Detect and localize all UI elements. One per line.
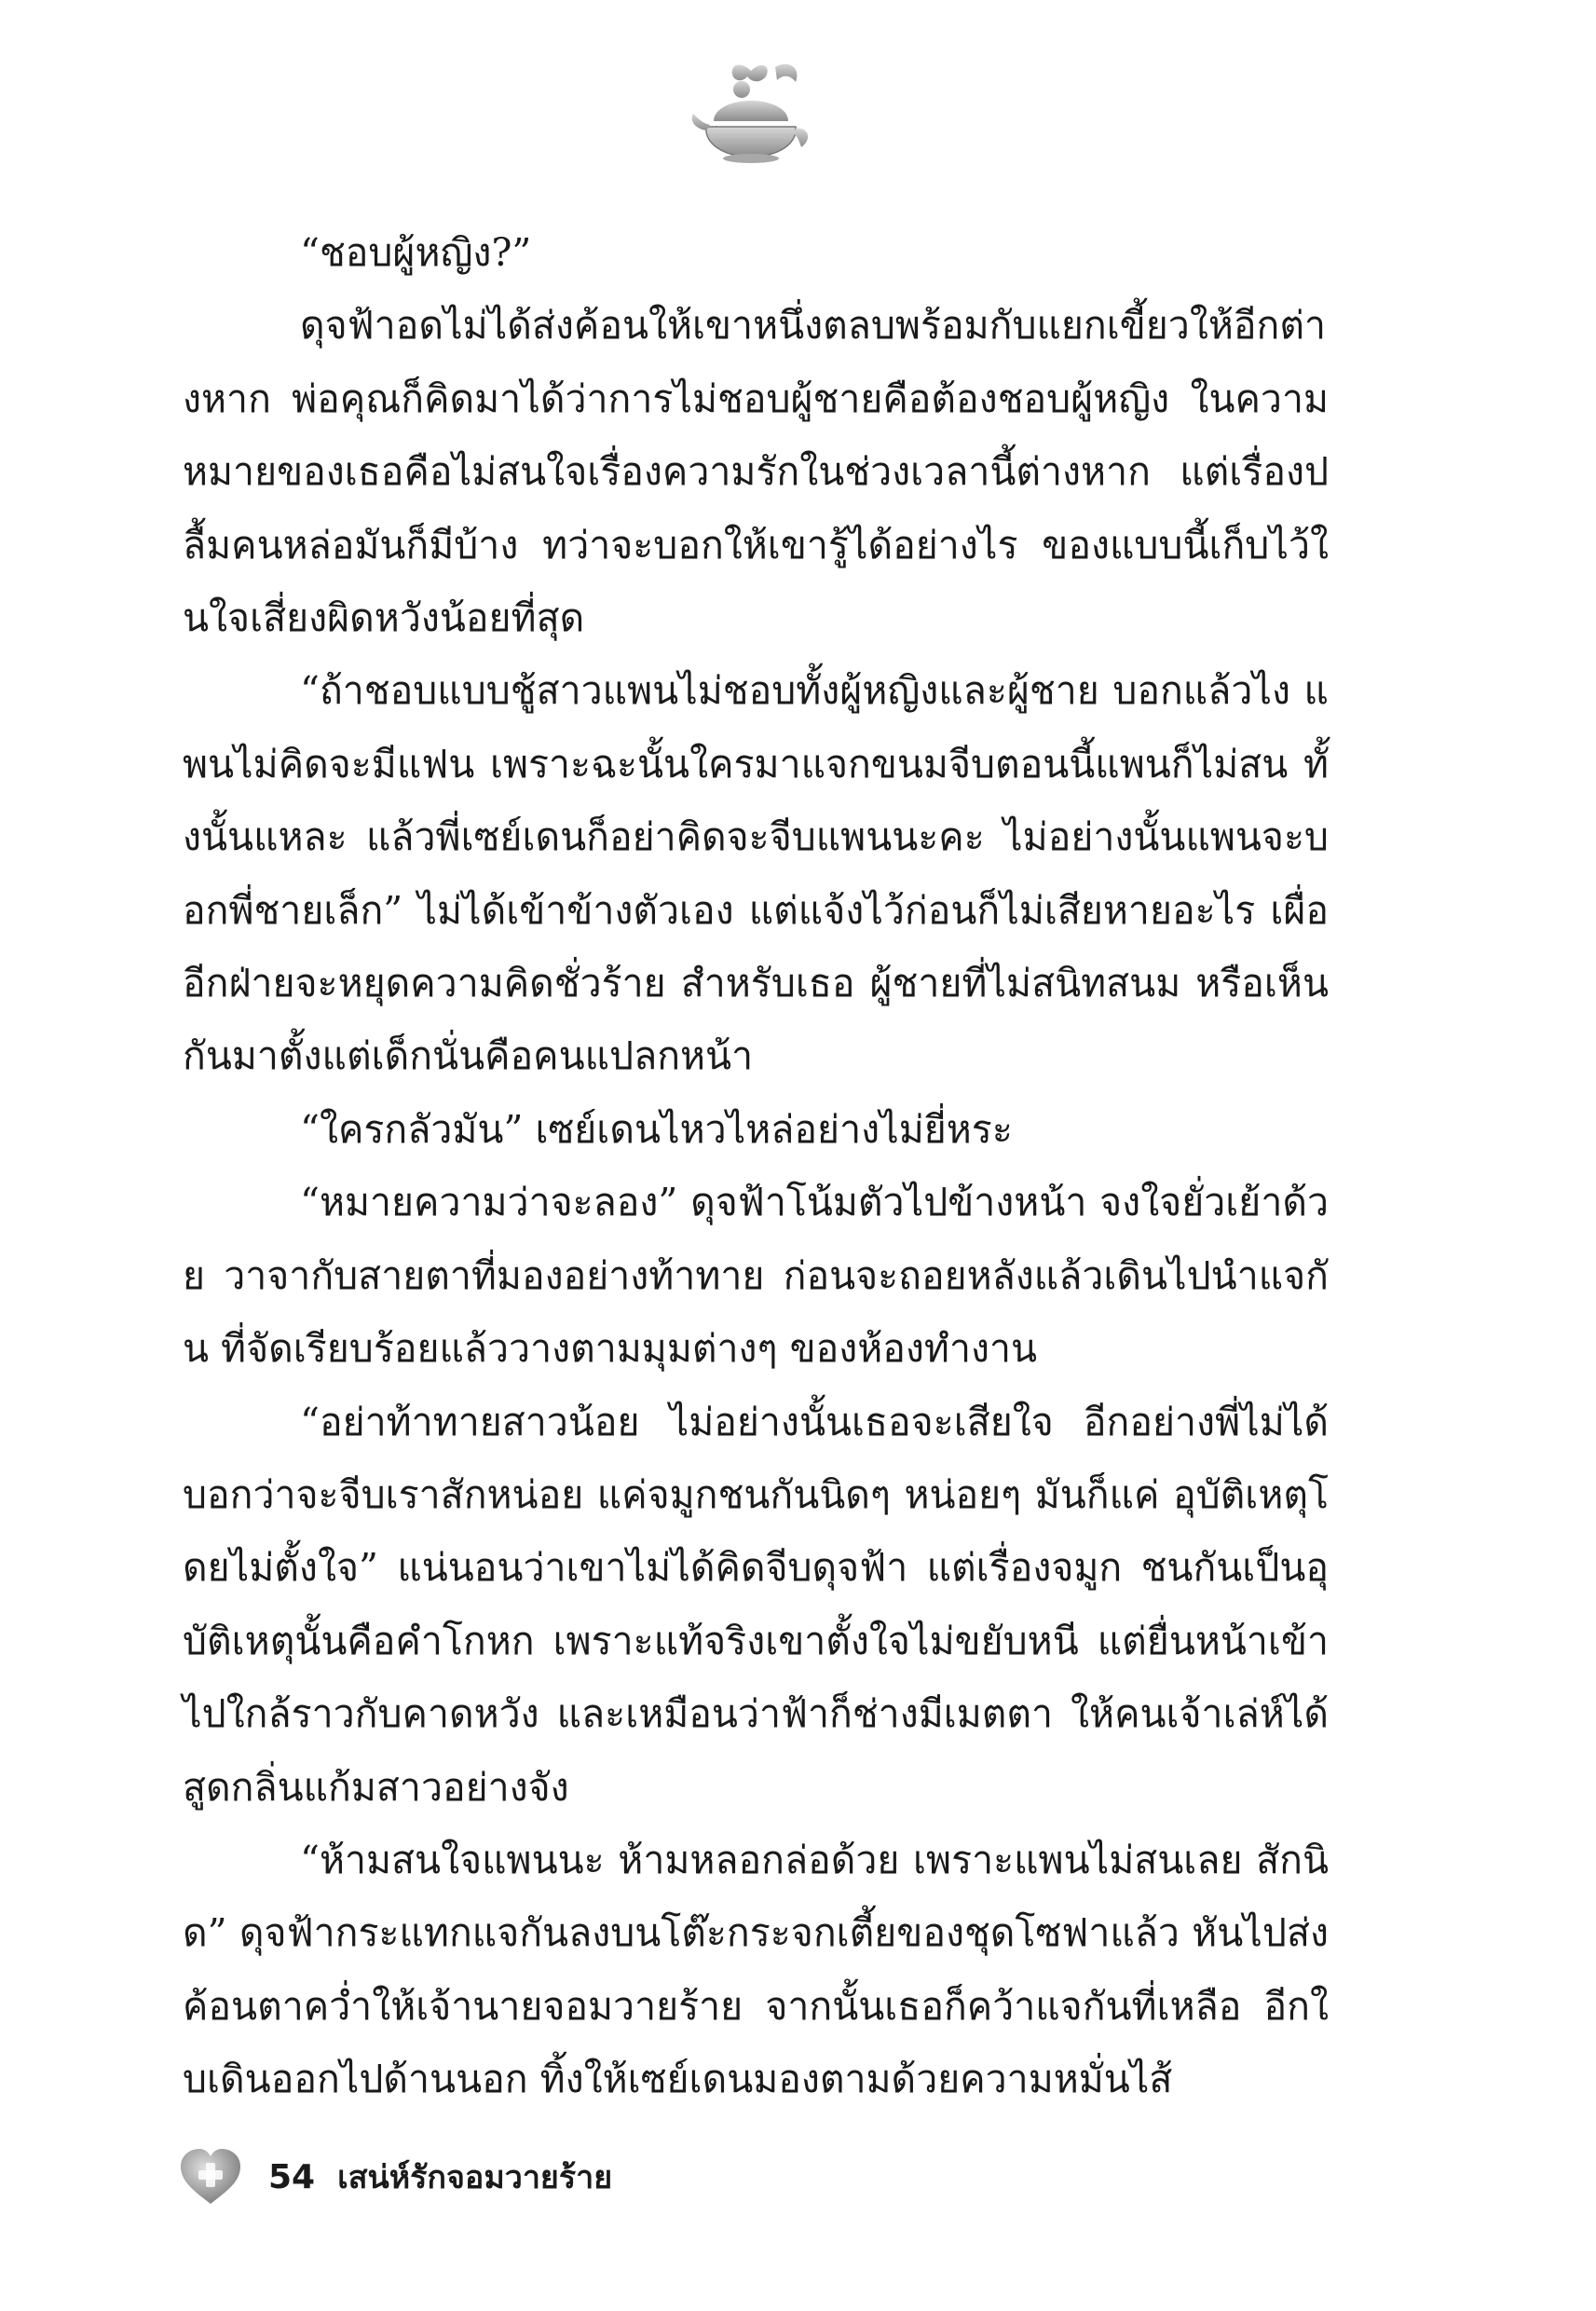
- book-title: เสน่ห์รักจอมวายร้าย: [337, 2159, 613, 2196]
- cupid-teapot-icon: [686, 54, 816, 166]
- page-number: 54: [268, 2157, 316, 2196]
- paragraph: ดุจฟ้าอดไม่ได้ส่งค้อนให้เขาหนึ่งตลบพร้อมกับแยกเขี้ยวให้อีกต่างหาก พ่อคุณก็คิดมาได้ว่าการไม่ชอบผู้ชายคือต้องชอบผู้หญิง ในความหมายของเธอคือไม่สนใจเรื่องความรักในช่วงเวลานี้ต่างหาก แต่เรื่องปลื้มคนหล่อมันก็มีบ้าง ทว่าจะบอกให้เขารู้ได้อย่างไร ของแบบนี้เก็บไว้ในใจเสี่ยงผิดหวังน้อยที่สุด: [183, 303, 1329, 641]
- paragraph: “ห้ามสนใจแพนนะ ห้ามหลอกล่อด้วย เพราะแพนไม่สนเลย สักนิด” ดุจฟ้ากระแทกแจกันลงบนโต๊ะกระจกเตี้ยของชุดโซฟาแล้ว หันไปส่งค้อนตาคว่ำให้เจ้านายจอมวายร้าย จากนั้นเธอก็คว้าแจกันที่เหลือ อีกใบเดินออกไปด้านนอก ทิ้งให้เซย์เดนมองตามด้วยความหมั่นไส้: [183, 1837, 1329, 2102]
- paragraph: “ชอบผู้หญิง?”: [300, 230, 532, 275]
- page-footer: [177, 2140, 612, 2214]
- paragraph: “ใครกลัวมัน” เซย์เดนไหวไหล่อย่างไม่ยี่หระ: [300, 1106, 1013, 1152]
- paragraph: “ถ้าชอบแบบชู้สาวแพนไม่ชอบทั้งผู้หญิงและผู้ชาย บอกแล้วไง แพนไม่คิดจะมีแฟน เพราะฉะนั้นใครมาแจกขนมจีบตอนนี้แพนก็ไม่สน ทั้งนั้นแหละ แล้วพี่เซย์เดนก็อย่าคิดจะจีบแพนนะคะ ไม่อย่างนั้นแพนจะบอกพี่ชายเล็ก” ไม่ได้เข้าข้างตัวเอง แต่แจ้งไว้ก่อนก็ไม่เสียหายอะไร เผื่ออีกฝ่ายจะหยุดความคิดชั่วร้าย สำหรับเธอ ผู้ชายที่ไม่สนิทสนม หรือเห็นกันมาตั้งแต่เด็กนั่นคือคนแปลกหน้า: [183, 668, 1329, 1079]
- heart-plus-icon: [177, 2146, 244, 2208]
- paragraph: “หมายความว่าจะลอง” ดุจฟ้าโน้มตัวไปข้างหน้า จงใจยั่วเย้าด้วย วาจากับสายตาที่มองอย่างท้าทาย ก่อนจะถอยหลังแล้วเดินไปนำแจกัน ที่จัดเรียบร้อยแล้ววางตามมุมต่างๆ ของห้องทำงาน: [183, 1180, 1329, 1372]
- body-text: [183, 216, 1329, 2116]
- paragraph: “อย่าท้าทายสาวน้อย ไม่อย่างนั้นเธอจะเสียใจ อีกอย่างพี่ไม่ได้ บอกว่าจะจีบเราสักหน่อย แค่จมูกชนกันนิดๆ หน่อยๆ มันก็แค่ อุบัติเหตุโดยไม่ตั้งใจ” แน่นอนว่าเขาไม่ได้คิดจีบดุจฟ้า แต่เรื่องจมูก ชนกันเป็นอุบัติเหตุนั้นคือคำโกหก เพราะแท้จริงเขาตั้งใจไม่ขยับหนี แต่ยื่นหน้าเข้าไปใกล้ราวกับคาดหวัง และเหมือนว่าฟ้าก็ช่างมีเมตตา ให้คนเจ้าเล่ห์ได้สูดกลิ่นแก้มสาวอย่างจัง: [183, 1399, 1329, 1810]
